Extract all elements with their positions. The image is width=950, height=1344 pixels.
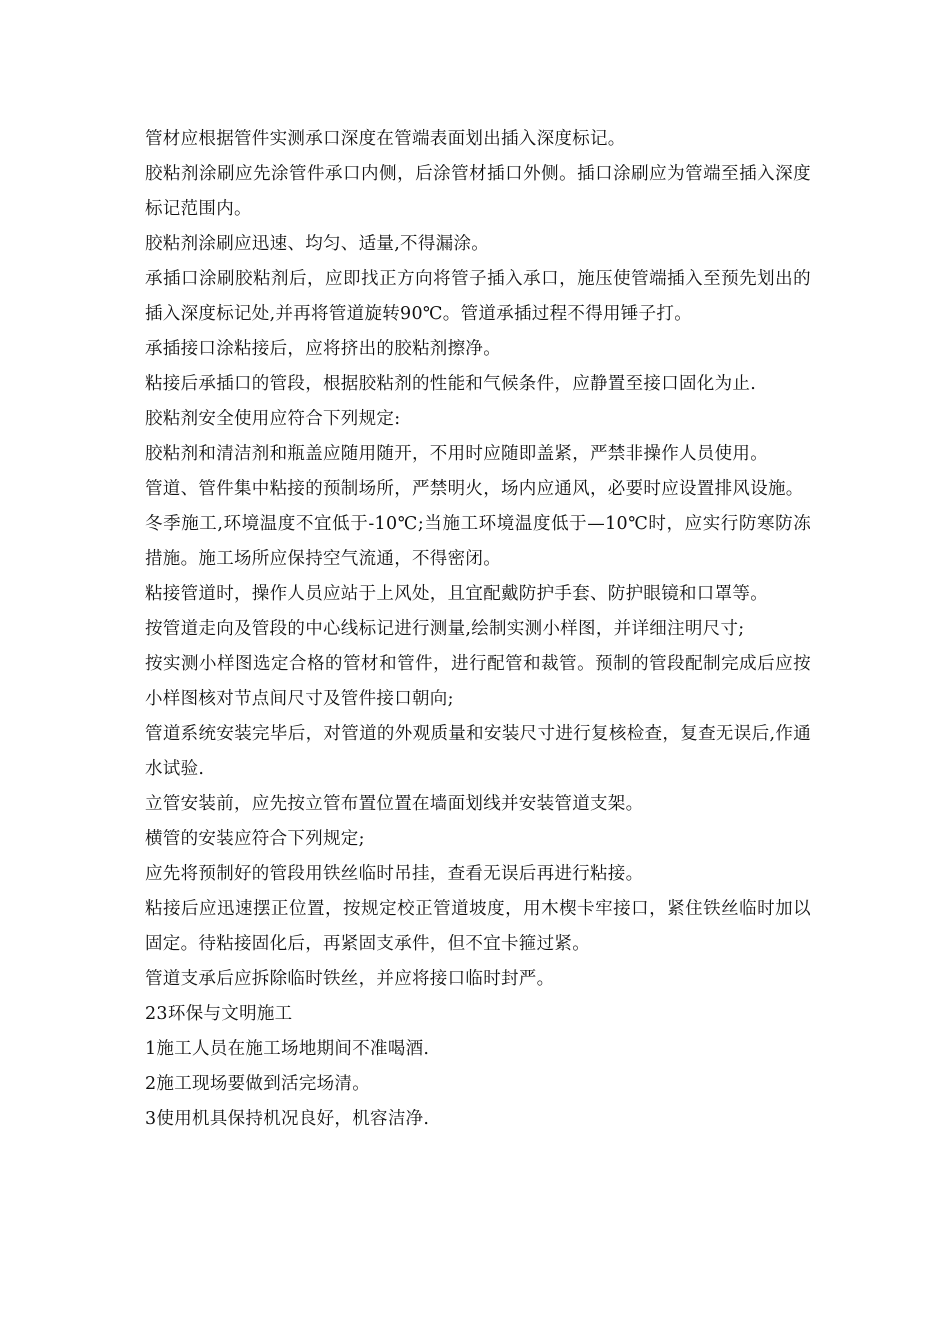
paragraph-1: 管材应根据管件实测承口深度在管端表面划出插入深度标记。 bbox=[145, 129, 626, 149]
paragraph-7: 胶粘剂安全使用应符合下列规定: bbox=[145, 409, 401, 429]
list-item-3: 3使用机具保持机况良好，机容洁净. bbox=[145, 1109, 430, 1129]
document-body bbox=[145, 122, 811, 1137]
paragraph-15: 立管安装前，应先按立管布置位置在墙面划线并安装管道支架。 bbox=[145, 794, 644, 814]
section-heading: 23环保与文明施工 bbox=[145, 1004, 293, 1024]
paragraph-17: 应先将预制好的管段用铁丝临时吊挂，查看无误后再进行粘接。 bbox=[145, 864, 644, 884]
paragraph-11: 粘接管道时，操作人员应站于上风处，且宜配戴防护手套、防护眼镜和口罩等。 bbox=[145, 584, 768, 604]
paragraph-5: 承插接口涂粘接后，应将挤出的胶粘剂擦净。 bbox=[145, 339, 501, 359]
paragraph-14: 管道系统安装完毕后，对管道的外观质量和安装尺寸进行复核检查，复查无误后,作通水试验. bbox=[145, 724, 811, 779]
paragraph-3: 胶粘剂涂刷应迅速、均匀、适量,不得漏涂。 bbox=[145, 234, 490, 254]
paragraph-9: 管道、管件集中粘接的预制场所，严禁明火，场内应通风，必要时应设置排风设施。 bbox=[145, 479, 804, 499]
paragraph-6: 粘接后承插口的管段，根据胶粘剂的性能和气候条件，应静置至接口固化为止. bbox=[145, 374, 757, 394]
paragraph-13: 按实测小样图选定合格的管材和管件，进行配管和裁管。预制的管段配制完成后应按小样图核对节点间尺寸及管件接口朝向; bbox=[145, 654, 811, 709]
list-item-2: 2施工现场要做到活完场清。 bbox=[145, 1074, 371, 1094]
paragraph-2: 胶粘剂涂刷应先涂管件承口内侧，后涂管材插口外侧。插口涂刷应为管端至插入深度标记范围内。 bbox=[145, 164, 811, 219]
paragraph-8: 胶粘剂和清洁剂和瓶盖应随用随开，不用时应随即盖紧，严禁非操作人员使用。 bbox=[145, 444, 768, 464]
paragraph-10: 冬季施工,环境温度不宜低于-10℃;当施工环境温度低于—10℃时，应实行防寒防冻措施。施工场所应保持空气流通，不得密闭。 bbox=[145, 514, 811, 569]
list-item-1: 1施工人员在施工场地期间不准喝酒. bbox=[145, 1039, 430, 1059]
paragraph-4: 承插口涂刷胶粘剂后，应即找正方向将管子插入承口，施压使管端插入至预先划出的插入深度标记处,并再将管道旋转90℃。管道承插过程不得用锤子打。 bbox=[145, 269, 811, 324]
paragraph-16: 横管的安装应符合下列规定; bbox=[145, 829, 365, 849]
paragraph-12: 按管道走向及管段的中心线标记进行测量,绘制实测小样图，并详细注明尺寸; bbox=[145, 619, 745, 639]
paragraph-18: 粘接后应迅速摆正位置，按规定校正管道坡度，用木楔卡牢接口，紧住铁丝临时加以固定。待粘接固化后，再紧固支承件，但不宜卡箍过紧。 bbox=[145, 899, 811, 954]
paragraph-19: 管道支承后应拆除临时铁丝，并应将接口临时封严。 bbox=[145, 969, 555, 989]
